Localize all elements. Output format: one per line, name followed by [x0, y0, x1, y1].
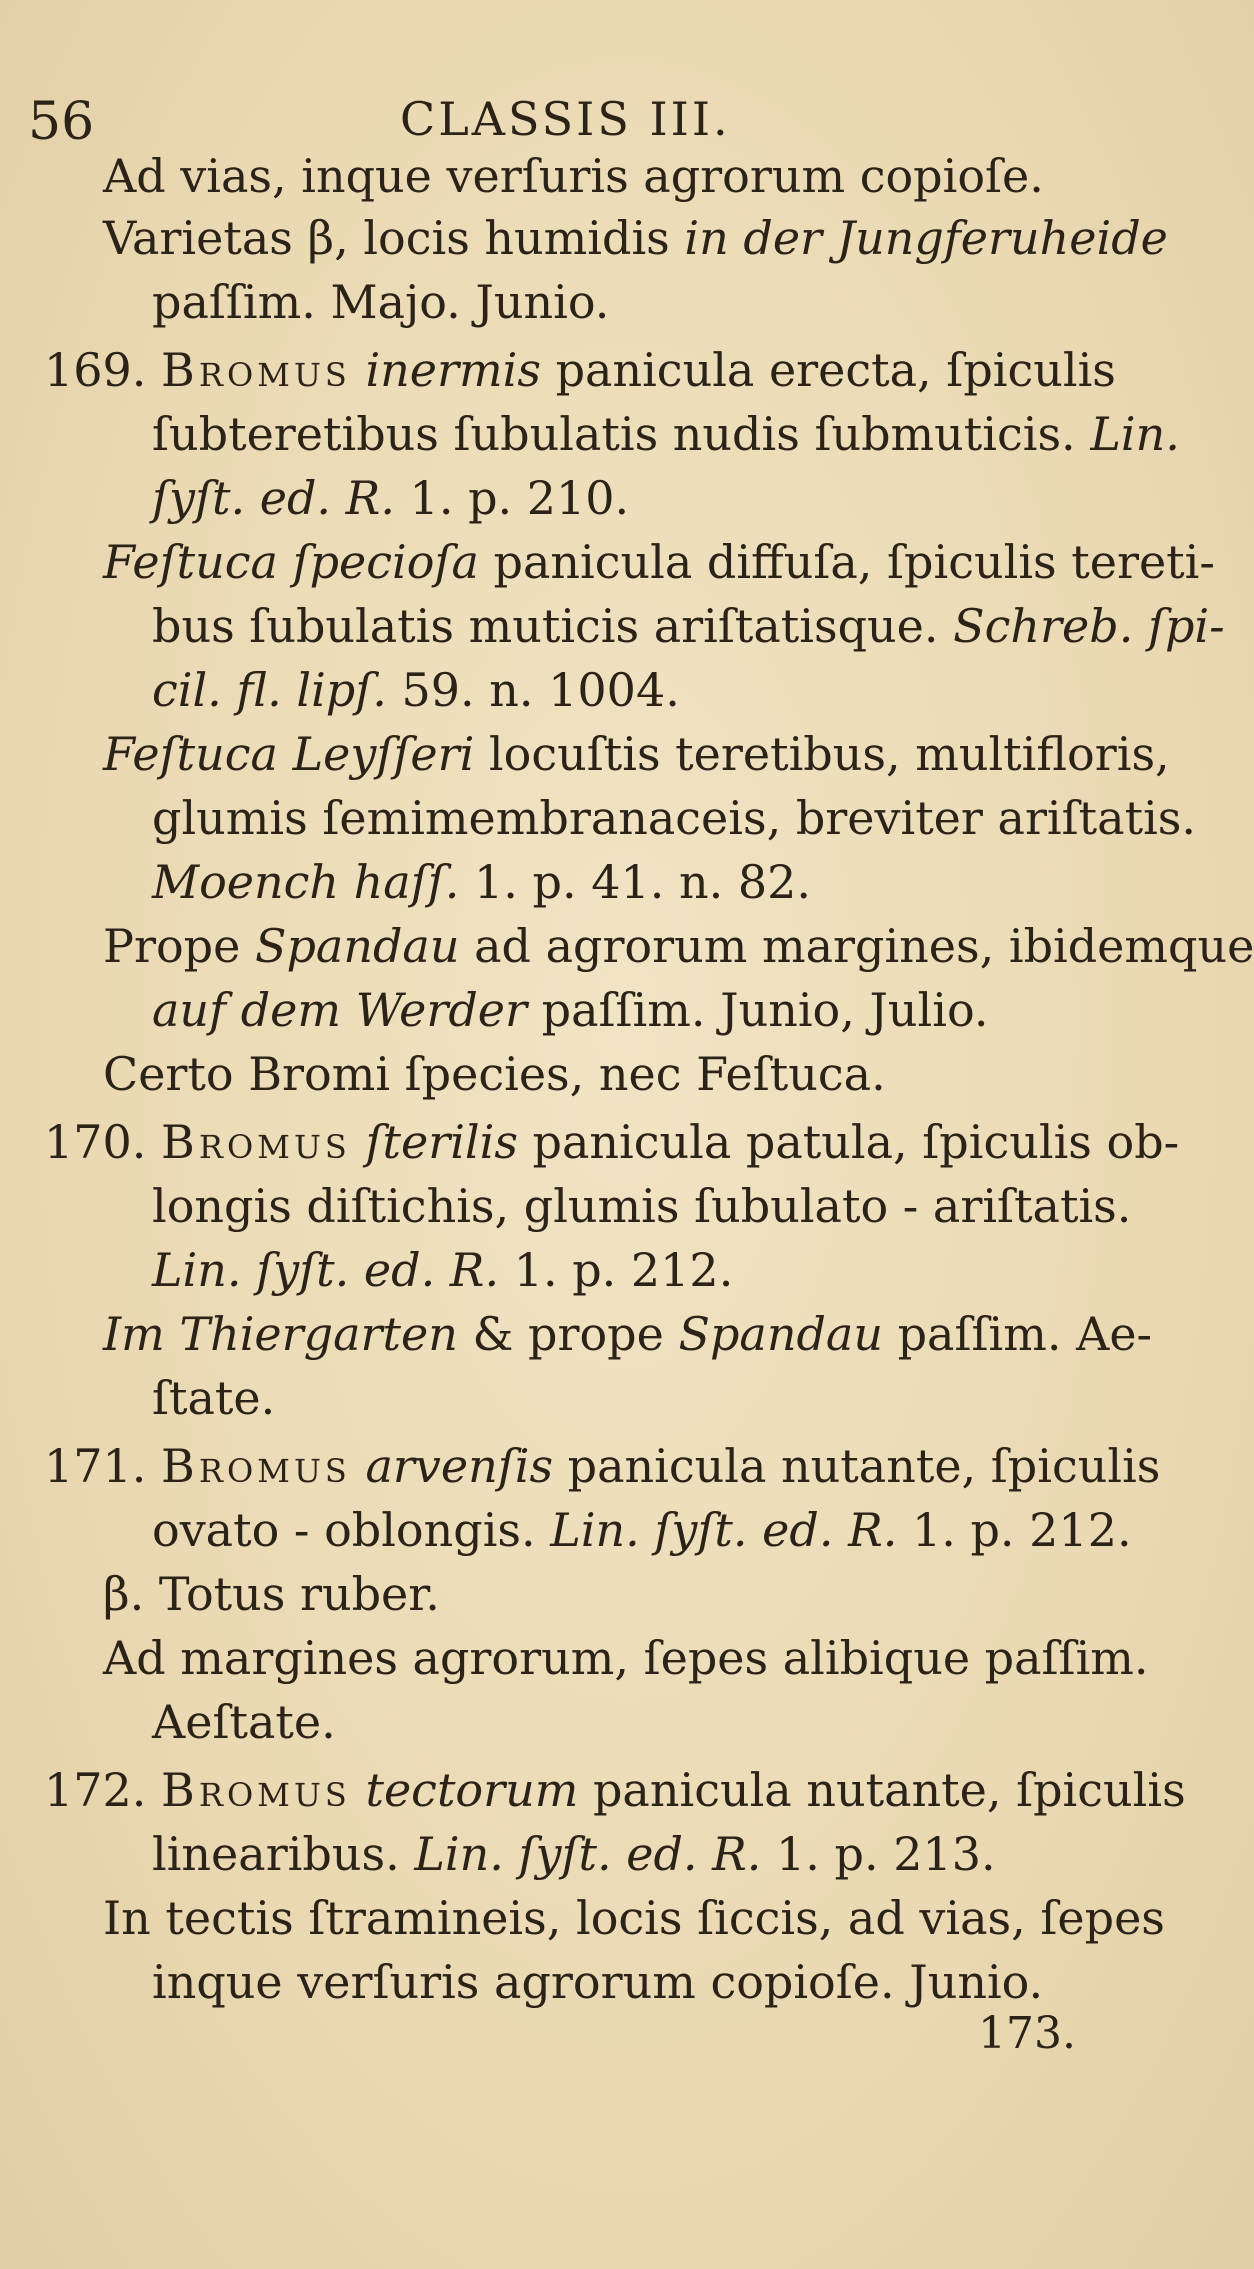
text-line	[152, 596, 1225, 656]
italic-text: Lin. ſyſt. ed. R.	[414, 1827, 762, 1881]
text-line	[152, 1368, 275, 1428]
page-number: 56	[28, 92, 95, 152]
text-line	[103, 916, 1254, 976]
text-span: 1. p. 210.	[394, 471, 630, 525]
text-span: Certo Bromi ſpecies, nec Feſtuca.	[103, 1047, 886, 1101]
italic-text: Moench haſſ.	[152, 855, 460, 909]
text-span: paſſim. Ae-	[882, 1307, 1153, 1361]
text-span: 59. n. 1004.	[386, 663, 680, 717]
italic-text: Lin. ſyſt. ed. R.	[152, 1243, 500, 1297]
text-span: longis diſtichis, glumis ſubulato - ariſtatis.	[152, 1179, 1132, 1233]
genus-name: Bromus	[161, 343, 351, 397]
text-line	[103, 532, 1215, 592]
text-span: paſſim. Junio, Julio.	[527, 983, 989, 1037]
text-line	[103, 1044, 886, 1104]
text-line	[152, 980, 988, 1040]
text-line	[44, 1760, 1186, 1820]
text-line	[103, 1628, 1149, 1688]
text-line	[152, 1500, 1132, 1560]
text-line	[152, 272, 609, 332]
text-line	[152, 1824, 996, 1884]
italic-text: Lin. ſyſt. ed. R.	[550, 1503, 898, 1557]
text-line	[152, 1240, 733, 1300]
text-span: linearibus.	[152, 1827, 415, 1881]
text-line	[44, 340, 1116, 400]
text-span	[351, 1763, 366, 1817]
text-line	[103, 208, 1168, 268]
italic-text: Feſtuca Leyſſeri	[103, 727, 475, 781]
italic-text: in der Jungferuheide	[684, 211, 1168, 265]
text-line	[152, 404, 1180, 464]
genus-name: Bromus	[161, 1763, 351, 1817]
text-line	[103, 146, 1044, 206]
italic-text: auf dem Werder	[152, 983, 528, 1037]
italic-text: Spandau	[678, 1307, 883, 1361]
text-line	[103, 1564, 440, 1624]
italic-text: ſyſt. ed. R.	[152, 471, 395, 525]
text-span: 1. p. 213.	[761, 1827, 996, 1881]
italic-text: Schreb. ſpi-	[953, 599, 1225, 653]
text-line	[152, 788, 1196, 848]
italic-text: cil. fl. lipſ.	[152, 663, 387, 717]
text-line	[44, 1436, 1160, 1496]
text-span	[351, 1439, 366, 1493]
text-span: 169.	[44, 343, 162, 397]
italic-text: Feſtuca ſpecioſa	[103, 535, 479, 589]
genus-name: Bromus	[161, 1439, 351, 1493]
italic-text: tectorum	[365, 1763, 579, 1817]
text-line	[103, 1888, 1165, 1948]
text-span: & prope	[457, 1307, 679, 1361]
text-span: ſubteretibus ſubulatis nudis ſubmuticis.	[152, 407, 1091, 461]
text-span: Varietas β, locis humidis	[103, 211, 685, 265]
text-span: Aeſtate.	[152, 1695, 336, 1749]
text-span: 1. p. 212.	[499, 1243, 734, 1297]
text-span: glumis ſemimembranaceis, breviter ariſtatis.	[152, 791, 1197, 845]
text-span: β. Totus ruber.	[103, 1567, 440, 1621]
text-line	[44, 1112, 1179, 1172]
text-span: panicula erecta, ſpiculis	[540, 343, 1116, 397]
text-span	[351, 343, 366, 397]
italic-text: ſterilis	[365, 1115, 518, 1169]
text-span: Prope	[103, 919, 255, 973]
text-span: panicula diffuſa, ſpiculis tereti-	[478, 535, 1215, 589]
text-span: ovato - oblongis.	[152, 1503, 551, 1557]
text-line	[152, 1176, 1131, 1236]
italic-text: inermis	[365, 343, 541, 397]
italic-text: Spandau	[254, 919, 460, 973]
text-span: Ad margines agrorum, ſepes alibique paſſim.	[103, 1631, 1149, 1685]
catchword: 173.	[978, 2008, 1076, 2059]
text-line	[103, 1304, 1152, 1364]
page-title: CLASSIS III.	[400, 92, 731, 146]
text-span: 171.	[44, 1439, 162, 1493]
text-span: bus ſubulatis muticis ariſtatisque.	[152, 599, 954, 653]
text-span: In tectis ſtramineis, locis ſiccis, ad vias, ſepes	[103, 1891, 1165, 1945]
italic-text: arvenſis	[365, 1439, 554, 1493]
text-line	[103, 724, 1170, 784]
text-span: ad agrorum margines, ibidemque	[459, 919, 1254, 973]
text-span	[351, 1115, 366, 1169]
text-span: 1. p. 212.	[897, 1503, 1132, 1557]
text-span: inque verſuris agrorum copioſe. Junio.	[152, 1955, 1044, 2009]
italic-text: Lin.	[1090, 407, 1180, 461]
text-span: panicula nutante, ſpiculis	[578, 1763, 1186, 1817]
text-span: Ad vias, inque verſuris agrorum copioſe.	[103, 149, 1044, 203]
text-span: 1. p. 41. n. 82.	[459, 855, 812, 909]
genus-name: Bromus	[161, 1115, 351, 1169]
text-span: paſſim. Majo. Junio.	[152, 275, 610, 329]
text-line	[152, 852, 811, 912]
text-span: panicula nutante, ſpiculis	[553, 1439, 1161, 1493]
text-line	[152, 1952, 1043, 2012]
text-line	[152, 1692, 336, 1752]
text-line	[152, 660, 680, 720]
text-span: locuſtis teretibus, multifloris,	[474, 727, 1170, 781]
italic-text: Im Thiergarten	[103, 1307, 458, 1361]
text-span: panicula patula, ſpiculis ob-	[517, 1115, 1180, 1169]
text-span: ſtate.	[152, 1371, 276, 1425]
text-span: 172.	[44, 1763, 162, 1817]
text-span: 170.	[44, 1115, 162, 1169]
text-line	[152, 468, 629, 528]
